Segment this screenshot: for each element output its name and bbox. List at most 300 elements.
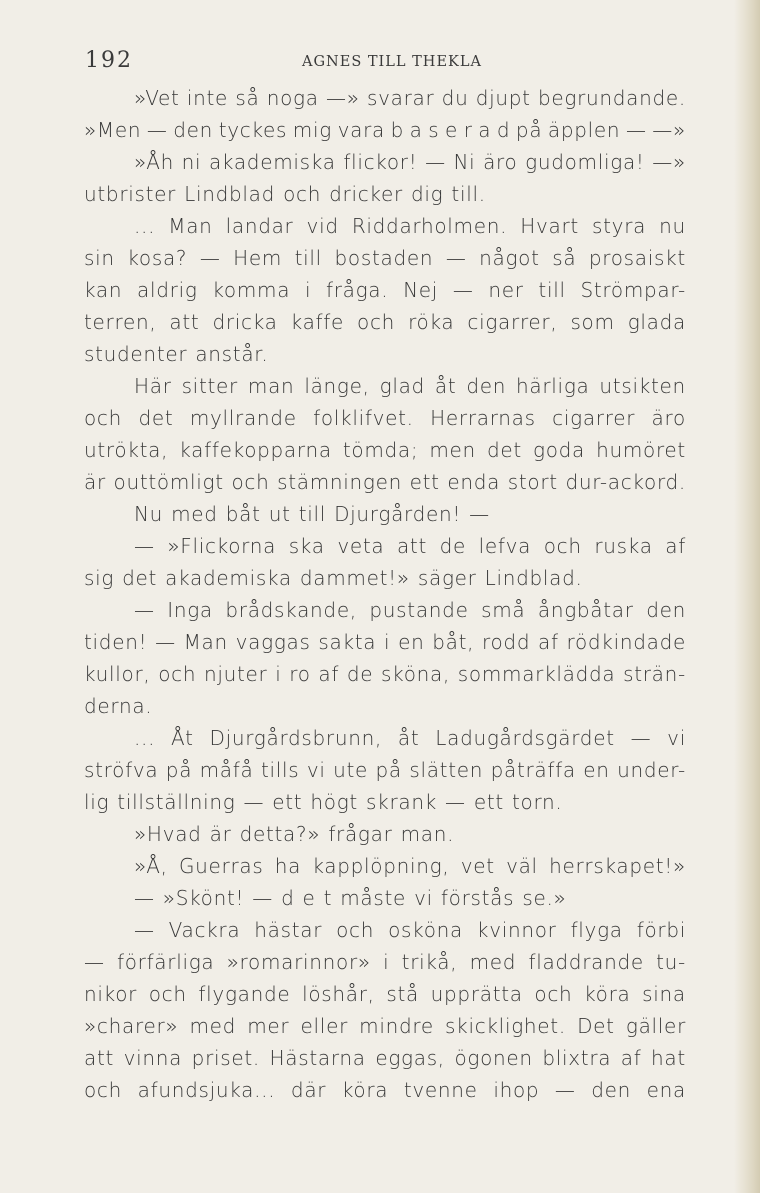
text-line [84,626,686,658]
text-line [84,274,686,306]
word: tvenne [403,1078,478,1102]
word: Guerras [178,854,264,878]
word: och [84,1078,123,1102]
word: ska [288,534,325,558]
word: af [665,534,686,558]
text-line [84,498,686,530]
word: äpplen [547,118,621,142]
word: ... [134,214,156,238]
word: djupt [475,86,531,110]
word: och [357,310,396,334]
word: sakta [318,630,377,654]
word: under- [617,758,686,782]
word: utbrister [84,182,185,206]
word: med [189,1014,237,1038]
word: köra [341,1078,389,1102]
word: begrundande. [538,86,686,110]
word: vi [667,726,686,750]
word: Djurgårdsbrunn, [209,726,383,750]
word: — [452,278,474,302]
word: och [148,982,187,1006]
word: ut [268,502,299,526]
word: till [538,278,566,302]
word: kullor, [84,662,151,686]
word: Hästarna [269,1046,366,1070]
text-line [84,530,686,562]
word: mer [247,1014,290,1038]
word: gudomliga! [525,150,645,174]
word: något [479,246,540,270]
word: och [534,982,573,1006]
word: humöret [596,438,686,462]
text-line [84,82,686,114]
text-line [84,850,686,882]
word: eller [300,1014,348,1038]
word: ni [181,150,202,174]
word: utrökta, [84,438,169,462]
word: blixtra [542,1046,612,1070]
word: härliga [516,374,590,398]
word: dur-ackord. [565,470,686,494]
word: Hvart [520,214,579,238]
word: den [466,374,507,398]
word: detta?» [239,822,329,846]
text-line [84,722,686,754]
word: derna. [84,694,153,718]
word: Åt [171,726,194,750]
text-line [84,594,686,626]
word: — [155,630,176,654]
word: flyga [570,918,623,942]
word: cigarrer, [467,310,558,334]
word: i [383,950,390,974]
word: köra [584,982,631,1006]
word: dammet!» [299,566,418,590]
word: eggas, [375,1046,445,1070]
word: komma [212,278,291,302]
text-line [84,658,686,690]
word: den [646,598,686,622]
word: tills [260,758,300,782]
word: — [554,1078,576,1102]
word: att [84,1046,115,1070]
word: ... [134,726,156,750]
text-line [84,978,686,1010]
word: tömda; [342,438,419,462]
word: påträffa [490,758,576,782]
word: och [283,182,330,206]
word: Vackra [168,918,241,942]
word: Djurgården! [334,502,470,526]
word: kosa? [127,246,188,270]
word: nikor [84,982,138,1006]
word: »Skönt! [162,886,253,910]
word: flickor! [343,150,418,174]
word: a [478,118,492,142]
word: inte [186,86,229,110]
text-line [84,242,686,274]
word: ett [473,790,512,814]
word: sitter [181,374,238,398]
word: — [445,246,467,270]
word: och [543,534,582,558]
word: hat [651,1046,686,1070]
word: — [425,150,446,174]
text-line [84,114,686,146]
word: —» [326,86,360,110]
word: sin [84,246,115,270]
word: kapplöpning, [312,854,450,878]
text-line [84,306,686,338]
word: — [199,246,221,270]
word: noga [266,86,319,110]
text-line [84,882,686,914]
word: terren, [84,310,157,334]
word: e [302,886,324,910]
text-line [84,338,686,370]
word: osköna [388,918,463,942]
text-line [84,434,686,466]
word: de [346,662,374,686]
word: anstår. [195,342,269,366]
word: det [138,406,174,430]
word: ett [272,790,311,814]
word: ihop [493,1078,540,1102]
word: i [304,278,312,302]
word: skicklighet. [445,1014,566,1038]
word: vid [306,214,339,238]
word: man. [400,822,455,846]
word: och [84,406,123,430]
word: sina [642,982,686,1006]
word: ruska [594,534,653,558]
word: Inga [167,598,213,622]
word: r [463,118,473,142]
word: »Åh [134,150,174,174]
word: prosaiskt [588,246,686,270]
word: se.» [522,886,567,910]
word: svarar [366,86,435,110]
word: — [134,886,163,910]
word: Här [134,374,172,398]
word: — [243,790,273,814]
word: s [428,118,440,142]
word: Strömpar- [580,278,686,302]
word: ner [488,278,524,302]
word: af [538,630,559,654]
word: fladdrande [528,950,644,974]
word: Riddarholmen. [351,214,508,238]
word: äro [483,150,518,174]
word: — [252,886,282,910]
word: landar [225,214,294,238]
word: —» [652,118,686,142]
word: lig [84,790,118,814]
text-line [84,946,686,978]
word: på [515,118,543,142]
word: röka [408,310,455,334]
word: den [591,1078,632,1102]
word: frågar [328,822,401,846]
word: — [625,118,647,142]
word: outtömligt [113,470,224,494]
word: till [298,502,335,526]
word: sköna, [381,662,451,686]
word: cigarrer [552,406,636,430]
word: som [570,310,615,334]
text-line [84,210,686,242]
word: och [158,662,197,686]
word: d [496,118,511,142]
word: torn. [511,790,563,814]
word: dig [410,182,452,206]
word: glada [627,310,686,334]
text-line [84,1010,686,1042]
word: tiden! [84,630,148,654]
word: myllrande [189,406,297,430]
page-number: 192 [85,48,133,73]
word: en [583,758,610,782]
running-head: AGNES TILL THEKLA [302,54,482,70]
word: men [429,438,476,462]
word: —» [652,150,686,174]
word: trikå, [401,950,458,974]
text-line [84,818,686,850]
word: och [336,918,375,942]
word: — [134,918,155,942]
word: så [552,246,577,270]
text-line [84,754,686,786]
word: mindre [359,1014,434,1038]
text-line [84,690,686,722]
word: »Hvad [134,822,210,846]
word: »Å, [134,854,168,878]
text-line [84,370,686,402]
word: ute [333,758,369,782]
word: måste [340,886,415,910]
word: rodd [482,630,531,654]
word: väl [506,854,538,878]
word: ena [646,1078,686,1102]
word: af [318,662,340,686]
word: är [84,470,106,494]
text-line [84,562,686,594]
word: akademiska [208,150,336,174]
word: en [398,630,425,654]
word: b [390,118,405,142]
word: kvinnor [476,918,557,942]
word: — [146,118,168,142]
word: styra [592,214,647,238]
word: är [209,822,240,846]
word: ögonen [454,1046,533,1070]
word: den [173,118,214,142]
word: stämningen [277,470,402,494]
word: »romarinnor» [226,950,371,974]
word: veta [337,534,385,558]
word: kaffe [290,310,345,334]
word: a [409,118,423,142]
word: tyckes [218,118,288,142]
word: Nej [403,278,439,302]
word: att [169,310,200,334]
text-line [84,466,686,498]
word: så [235,86,260,110]
word: goda [533,438,586,462]
word: med [171,502,226,526]
word: Nu [134,502,172,526]
word: stort [507,470,558,494]
text-line [84,1042,686,1074]
word: — [134,598,155,622]
word: med [469,950,517,974]
text-line [84,402,686,434]
word: det [487,438,522,462]
word: löshår, [302,982,375,1006]
word: — [630,726,652,750]
word: — [134,534,155,558]
word: i [384,630,391,654]
word: kaffekopparna [179,438,332,462]
word: rödkindade [566,630,686,654]
word: i [275,662,282,686]
word: »charer» [84,1014,179,1038]
word: »Vet [134,86,180,110]
word: äro [651,406,686,430]
word: till [294,246,322,270]
word: ha [274,854,302,878]
word: bostaden [334,246,434,270]
word: Man [183,630,228,654]
word: till. [451,182,486,206]
word: enda [447,470,501,494]
word: åt [434,374,457,398]
word: flygande [198,982,291,1006]
word: fråga. [325,278,389,302]
word: akademiska [165,566,300,590]
word: »Flickorna [167,534,277,558]
word: förbi [636,918,686,942]
word: — [469,502,490,526]
word: Herrarnas [430,406,536,430]
word: aldrig [137,278,198,302]
word: högt [310,790,367,814]
word: du [441,86,469,110]
word: ströfva [84,758,159,782]
text-line [84,914,686,946]
word: lefva [478,534,532,558]
word: ett [409,470,440,494]
word: njuter [204,662,268,686]
word: Man [168,214,213,238]
word: båt, [432,630,475,654]
word: strän- [623,662,686,686]
word: ro [289,662,311,686]
word: och [231,470,270,494]
word: stå [386,982,419,1006]
word: slätten [409,758,484,782]
word: vi [414,886,441,910]
word: sig [84,566,123,590]
word: tu- [656,950,686,974]
word: kan [84,278,123,302]
word: små [481,598,526,622]
word: Ni [453,150,476,174]
page-header [0,44,760,84]
word: — [84,950,105,974]
word: studenter [84,342,196,366]
word: åt [397,726,420,750]
word: ångbåtar [537,598,634,622]
word: mig [292,118,332,142]
word: på [165,758,193,782]
word: länge, [304,374,370,398]
word: vara [337,118,385,142]
word: af [620,1046,642,1070]
word: de [439,534,467,558]
word: där [290,1078,327,1102]
word: pustande [369,598,469,622]
word: det [122,566,166,590]
word: herrskapet!» [549,854,686,878]
text-line [84,178,686,210]
word: vet [460,854,495,878]
word: utsikten [599,374,686,398]
word: brådskande, [225,598,357,622]
word: vaggas [235,630,311,654]
word: e [445,118,459,142]
word: sommarklädda [457,662,616,686]
text-line [84,146,686,178]
word: hästar [254,918,323,942]
word: — [445,790,474,814]
text-line [84,1074,686,1106]
word: »Men [84,118,142,142]
word: skrank [366,790,446,814]
page-edge [734,0,760,1193]
word: på [375,758,402,782]
word: Lindblad [184,182,284,206]
word: t [323,886,341,910]
word: man [247,374,295,398]
word: afundsjuka... [137,1078,276,1102]
word: folklifvet. [313,406,414,430]
word: dricka [212,310,278,334]
body-text [84,82,686,1106]
word: Lindblad. [484,566,583,590]
word: Ladugårdsgärdet [435,726,615,750]
word: vi [306,758,326,782]
word: båt [225,502,269,526]
word: att [396,534,428,558]
word: d [281,886,303,910]
text-line [84,786,686,818]
word: Hem [233,246,283,270]
word: nu [659,214,686,238]
word: priset. [191,1046,260,1070]
word: tillställning [117,790,244,814]
word: förstås [440,886,523,910]
word: gäller [625,1014,686,1038]
word: förfärliga [116,950,215,974]
word: måfå [199,758,254,782]
word: Det [577,1014,615,1038]
word: säger [417,566,485,590]
word: vinna [123,1046,183,1070]
word: glad [379,374,425,398]
word: dricker [329,182,411,206]
word: upprätta [430,982,523,1006]
